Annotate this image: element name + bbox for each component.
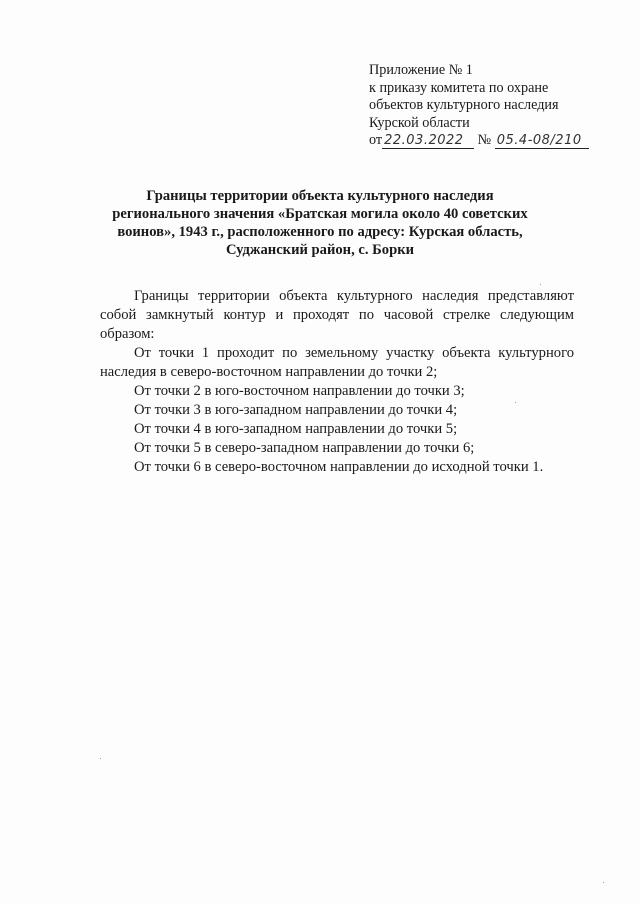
order-number: 05.4-08/210 — [495, 134, 589, 149]
point-item: От точки 1 проходит по земельному участку объекта культурного наследия в северо-восточном направлении до точки 2; — [100, 345, 574, 380]
appendix-committee: объектов культурного наследия — [369, 97, 559, 113]
point-item: От точки 5 в северо-западном направлении до точки 6; — [134, 440, 475, 456]
point-item: От точки 2 в юго-восточном направлении до точки 3; — [134, 383, 465, 399]
point-item: От точки 4 в юго-западном направлении до точки 5; — [134, 421, 458, 437]
scan-speck — [540, 284, 541, 285]
point-item: От точки 3 в юго-западном направлении до точки 4; — [134, 402, 458, 418]
appendix-header — [369, 62, 609, 150]
appendix-number: Приложение № 1 — [369, 62, 473, 78]
order-date-number-line — [369, 132, 609, 150]
appendix-order-ref: к приказу комитета по охране — [369, 79, 549, 96]
scan-speck — [515, 402, 516, 403]
title-line-3: воинов», 1943 г., расположенного по адресу: Курская область, — [117, 224, 523, 240]
document-title — [80, 187, 560, 259]
scan-speck — [603, 882, 604, 883]
date-prefix: от — [369, 132, 383, 148]
title-line-1: Границы территории объекта культурного наследия — [146, 188, 494, 204]
scan-speck — [100, 758, 101, 759]
intro-paragraph: Границы территории объекта культурного наследия представляют собой замкнутый контур и проходят по часовой стрелке следующим образом: — [100, 288, 574, 342]
number-prefix: № — [477, 132, 492, 148]
point-item: От точки 6 в северо-восточном направлении до исходной точки 1. — [134, 459, 544, 475]
document-body — [100, 287, 574, 477]
order-date: 22.03.2022 — [382, 134, 474, 149]
title-line-4: Суджанский район, с. Борки — [225, 242, 415, 258]
appendix-region: Курской области — [369, 114, 470, 131]
title-line-2: регионального значения «Братская могила около 40 советских — [112, 206, 528, 222]
